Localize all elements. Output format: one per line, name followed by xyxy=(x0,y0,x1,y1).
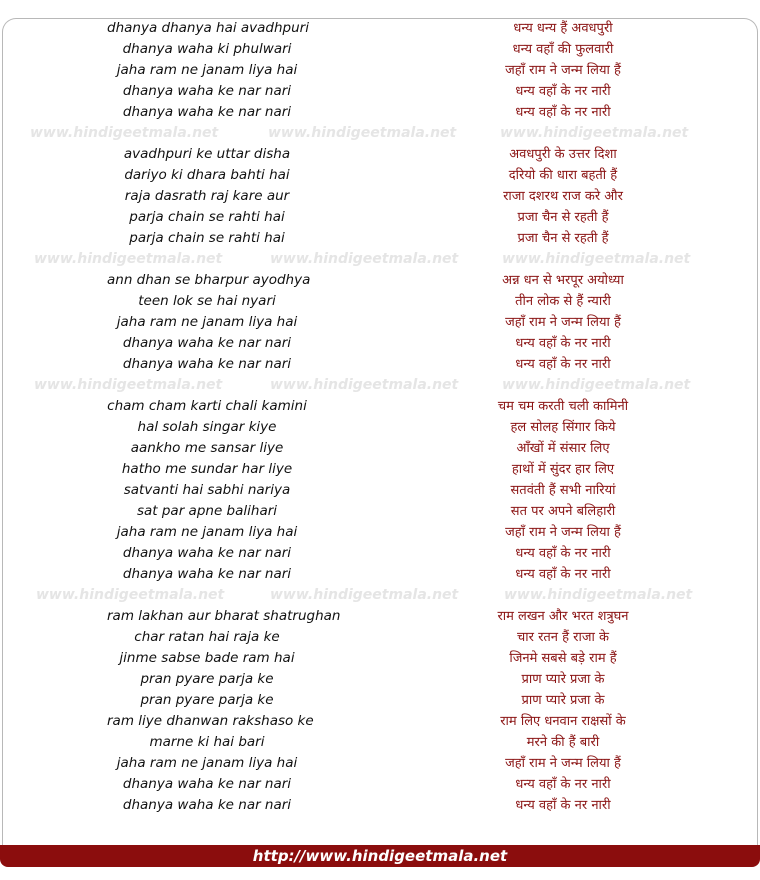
watermark-text: www.hindigeetmala.net xyxy=(504,587,693,603)
lyric-line-en: dhanya waha ki phulwari xyxy=(122,41,292,57)
watermark-text: www.hindigeetmala.net xyxy=(502,377,691,393)
lyric-line-hi: धन्य वहाँ के नर नारी xyxy=(515,798,611,813)
lyric-line-hi: धन्य वहाँ के नर नारी xyxy=(515,357,611,372)
lyric-line-en: pran pyare parja ke xyxy=(140,671,274,687)
watermark-row xyxy=(0,375,760,396)
lyric-line-hi: धन्य वहाँ के नर नारी xyxy=(515,336,611,351)
lyric-line-hi: चार रतन हैं राजा के xyxy=(517,630,609,645)
lyric-line-hi: जहाँ राम ने जन्म लिया हैं xyxy=(505,525,621,540)
lyric-line-en: parja chain se rahti hai xyxy=(129,209,285,225)
lyric-line-en: dariyo ki dhara bahti hai xyxy=(124,167,290,183)
lyric-line-en: ann dhan se bharpur ayodhya xyxy=(107,272,311,288)
lyric-line-en: jaha ram ne janam liya hai xyxy=(116,755,298,771)
lyric-line-en: dhanya waha ke nar nari xyxy=(122,83,292,99)
lyric-line-en: satvanti hai sabhi nariya xyxy=(123,482,291,498)
lyric-line-hi: हल सोलह सिंगार किये xyxy=(510,420,616,435)
lyric-line-en: dhanya waha ke nar nari xyxy=(122,776,292,792)
lyric-line-en: dhanya waha ke nar nari xyxy=(122,797,292,813)
lyric-line-hi: प्रजा चैन से रहती हैं xyxy=(517,210,609,225)
watermark-layer xyxy=(0,18,760,833)
lyric-line-hi: जहाँ राम ने जन्म लिया हैं xyxy=(505,315,621,330)
lyric-line-hi: जिनमे सबसे बड़े राम हैं xyxy=(509,651,617,666)
lyric-line-en: dhanya waha ke nar nari xyxy=(122,545,292,561)
lyric-line-hi: प्राण प्यारे प्रजा के xyxy=(521,693,605,708)
lyric-line-en: teen lok se hai nyari xyxy=(138,293,276,309)
lyric-line-hi: तीन लोक से हैं न्यारी xyxy=(515,294,611,309)
lyric-line-hi: धन्य वहाँ के नर नारी xyxy=(515,84,611,99)
lyric-line-hi: दरियो की धारा बहती हैं xyxy=(508,168,618,183)
lyric-line-en: char ratan hai raja ke xyxy=(134,629,280,645)
watermark-text: www.hindigeetmala.net xyxy=(500,125,689,141)
lyric-line-hi: प्रजा चैन से रहती हैं xyxy=(517,231,609,246)
lyric-line-en: hatho me sundar har liye xyxy=(121,461,293,477)
lyric-line-hi: धन्य वहाँ के नर नारी xyxy=(515,777,611,792)
lyric-line-hi: धन्य धन्य हैं अवधपुरी xyxy=(513,21,613,36)
lyric-line-hi: धन्य वहाँ की फुलवारी xyxy=(512,42,614,57)
watermark-row xyxy=(0,585,760,606)
lyric-line-en: jaha ram ne janam liya hai xyxy=(116,524,298,540)
lyric-line-en: dhanya waha ke nar nari xyxy=(122,566,292,582)
lyric-line-hi: जहाँ राम ने जन्म लिया हैं xyxy=(505,756,621,771)
footer-url-link[interactable]: http://www.hindigeetmala.net xyxy=(252,847,508,865)
lyric-line-en: parja chain se rahti hai xyxy=(129,230,285,246)
lyric-line-en: sat par apne balihari xyxy=(136,503,278,519)
lyric-line-hi: राम लिए धनवान राक्षसों के xyxy=(500,714,626,729)
lyric-line-hi: धन्य वहाँ के नर नारी xyxy=(515,546,611,561)
lyric-line-hi: हाथों में सुंदर हार लिए xyxy=(511,462,615,477)
lyric-line-en: pran pyare parja ke xyxy=(140,692,274,708)
lyric-line-hi: धन्य वहाँ के नर नारी xyxy=(515,105,611,120)
watermark-text: www.hindigeetmala.net xyxy=(34,377,223,393)
lyric-line-en: jaha ram ne janam liya hai xyxy=(116,314,298,330)
lyric-line-en: ram lakhan aur bharat shatrughan xyxy=(107,608,341,624)
lyric-line-hi: राम लखन और भरत शत्रुघन xyxy=(497,609,629,624)
watermark-row xyxy=(0,249,760,270)
lyric-line-en: jaha ram ne janam liya hai xyxy=(116,62,298,78)
lyric-line-hi: प्राण प्यारे प्रजा के xyxy=(521,672,605,687)
lyric-line-en: cham cham karti chali kamini xyxy=(107,398,307,414)
lyric-line-en: raja dasrath raj kare aur xyxy=(124,188,290,204)
lyric-line-hi: धन्य वहाँ के नर नारी xyxy=(515,567,611,582)
lyric-line-en: dhanya dhanya hai avadhpuri xyxy=(107,20,309,36)
lyrics-body xyxy=(0,18,760,833)
watermark-text: www.hindigeetmala.net xyxy=(36,587,225,603)
lyric-line-hi: आँखों में संसार लिए xyxy=(516,441,610,456)
lyric-line-hi: अवधपुरी के उत्तर दिशा xyxy=(509,147,617,162)
lyric-line-hi: अन्न धन से भरपूर अयोध्या xyxy=(502,273,624,288)
watermark-text: www.hindigeetmala.net xyxy=(502,251,691,267)
lyric-line-en: aankho me sansar liye xyxy=(130,440,284,456)
watermark-row xyxy=(0,123,760,144)
lyric-line-en: avadhpuri ke uttar disha xyxy=(123,146,291,162)
footer-bar xyxy=(0,845,760,867)
watermark-text: www.hindigeetmala.net xyxy=(30,125,219,141)
lyric-line-en: marne ki hai bari xyxy=(149,734,265,750)
watermark-text: www.hindigeetmala.net xyxy=(270,587,459,603)
lyric-line-hi: मरने की हैं बारी xyxy=(526,735,600,750)
lyric-line-en: jinme sabse bade ram hai xyxy=(119,650,295,666)
lyric-line-hi: जहाँ राम ने जन्म लिया हैं xyxy=(505,63,621,78)
lyric-line-hi: सत पर अपने बलिहारी xyxy=(510,504,616,519)
lyric-line-hi: राजा दशरथ राज करे और xyxy=(503,189,623,204)
lyric-line-en: dhanya waha ke nar nari xyxy=(122,335,292,351)
lyric-line-en: hal solah singar kiye xyxy=(137,419,277,435)
watermark-text: www.hindigeetmala.net xyxy=(34,251,223,267)
lyric-line-hi: चम चम करती चली कामिनी xyxy=(497,399,629,414)
lyric-line-hi: सतवंती हैं सभी नारियां xyxy=(510,483,616,498)
watermark-text: www.hindigeetmala.net xyxy=(270,251,459,267)
watermark-text: www.hindigeetmala.net xyxy=(270,377,459,393)
lyric-line-en: dhanya waha ke nar nari xyxy=(122,356,292,372)
lyric-line-en: ram liye dhanwan rakshaso ke xyxy=(107,713,314,729)
watermark-text: www.hindigeetmala.net xyxy=(268,125,457,141)
lyric-line-en: dhanya waha ke nar nari xyxy=(122,104,292,120)
